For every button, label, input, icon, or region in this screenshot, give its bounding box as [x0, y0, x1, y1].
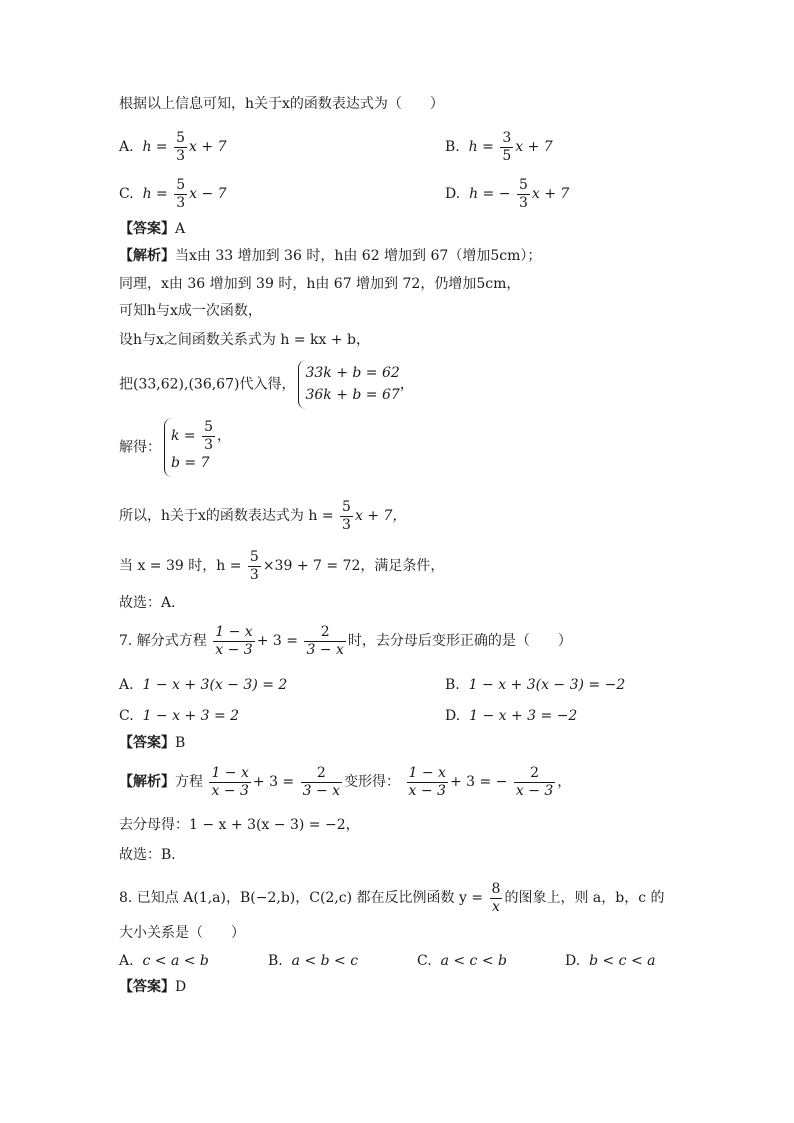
q6-option-b: B. h = $\frac{3}{5}$ x + 7	[445, 130, 553, 164]
q6-analysis-expression: 所以，h关于x的函数表达式为 h = $\frac{5}{3}$ x + 7，	[119, 499, 407, 533]
q8-option-a: A. c < a < b	[119, 953, 209, 969]
q8-option-c: C. a < c < b	[417, 953, 507, 969]
q7-option-d: D. 1 − x + 3 = −2	[445, 708, 578, 724]
q6-stem: 根据以上信息可知，h关于x的函数表达式为（ ）	[119, 96, 444, 112]
q6-analysis-line-2: 同理，x由 36 增加到 39 时，h由 67 增加到 72，仍增加5cm，	[119, 276, 521, 292]
q6-answer: 【答案】A	[119, 221, 186, 237]
equation-system-1: 33k + b = 62 36k + b = 67	[298, 360, 399, 409]
q7-stem: 7. 解分式方程 $\frac{1 - x}{x - 3}$ + 3 = $\frac{2}{3 - x}$ 时，去分母后变形正确的是（ ）	[119, 624, 572, 658]
q6-conclusion: 故选：A．	[119, 595, 186, 611]
q7-option-c: C. 1 − x + 3 = 2	[119, 708, 240, 724]
q6-analysis-line-1: 【解析】当x由 33 增加到 36 时，h由 62 增加到 67（增加5cm）；	[119, 248, 542, 264]
q7-analysis-line-1: 【解析】方程 $\frac{1 - x}{x - 3}$ + 3 = $\frac{2}{3 - x}$ 变形得： $\frac{1 - x}{x - 3}$ + 3 = − $\frac{2}{x - 3}$ ，	[119, 765, 572, 799]
q6-analysis-substitution: 把(33,62),(36,67)代入得， 33k + b = 62 36k + b = 67 ，	[119, 360, 414, 409]
q6-analysis-check: 当 x = 39 时，h = $\frac{5}{3}$ ×39 + 7 = 72，满足条件，	[119, 549, 445, 583]
q7-analysis-line-2: 去分母得：1 − x + 3(x − 3) = −2，	[119, 817, 360, 833]
q6-option-a: A. h = $\frac{5}{3}$ x + 7	[119, 130, 227, 164]
q6-option-c: C. h = $\frac{5}{3}$ x − 7	[119, 177, 227, 211]
q7-answer: 【答案】B	[119, 735, 186, 751]
q6-analysis-line-4: 设h与x之间函数关系式为 h = kx + b，	[119, 332, 370, 348]
q8-answer: 【答案】D	[119, 979, 187, 995]
q7-option-a: A. 1 − x + 3(x − 3) = 2	[119, 677, 288, 693]
equation-system-2: k = $\frac{5}{3}$ ， b = 7	[164, 418, 231, 477]
q8-stem-line-2: 大小关系是（ ）	[119, 925, 245, 941]
q8-option-b: B. a < b < c	[268, 953, 359, 969]
q7-option-b: B. 1 − x + 3(x − 3) = −2	[445, 677, 626, 693]
q6-analysis-solution: 解得： k = $\frac{5}{3}$ ， b = 7	[119, 418, 231, 477]
q6-analysis-line-3: 可知h与x成一次函数，	[119, 303, 262, 319]
q6-option-d: D. h = − $\frac{5}{3}$ x + 7	[445, 177, 570, 211]
q7-conclusion: 故选：B．	[119, 847, 186, 863]
q8-stem: 8. 已知点 A(1,a)，B(−2,b)，C(2,c) 都在反比例函数 y = $\frac{8}{x}$ 的图象上，则 a，b，c 的	[119, 881, 665, 915]
q8-option-d: D. b < c < a	[565, 953, 656, 969]
